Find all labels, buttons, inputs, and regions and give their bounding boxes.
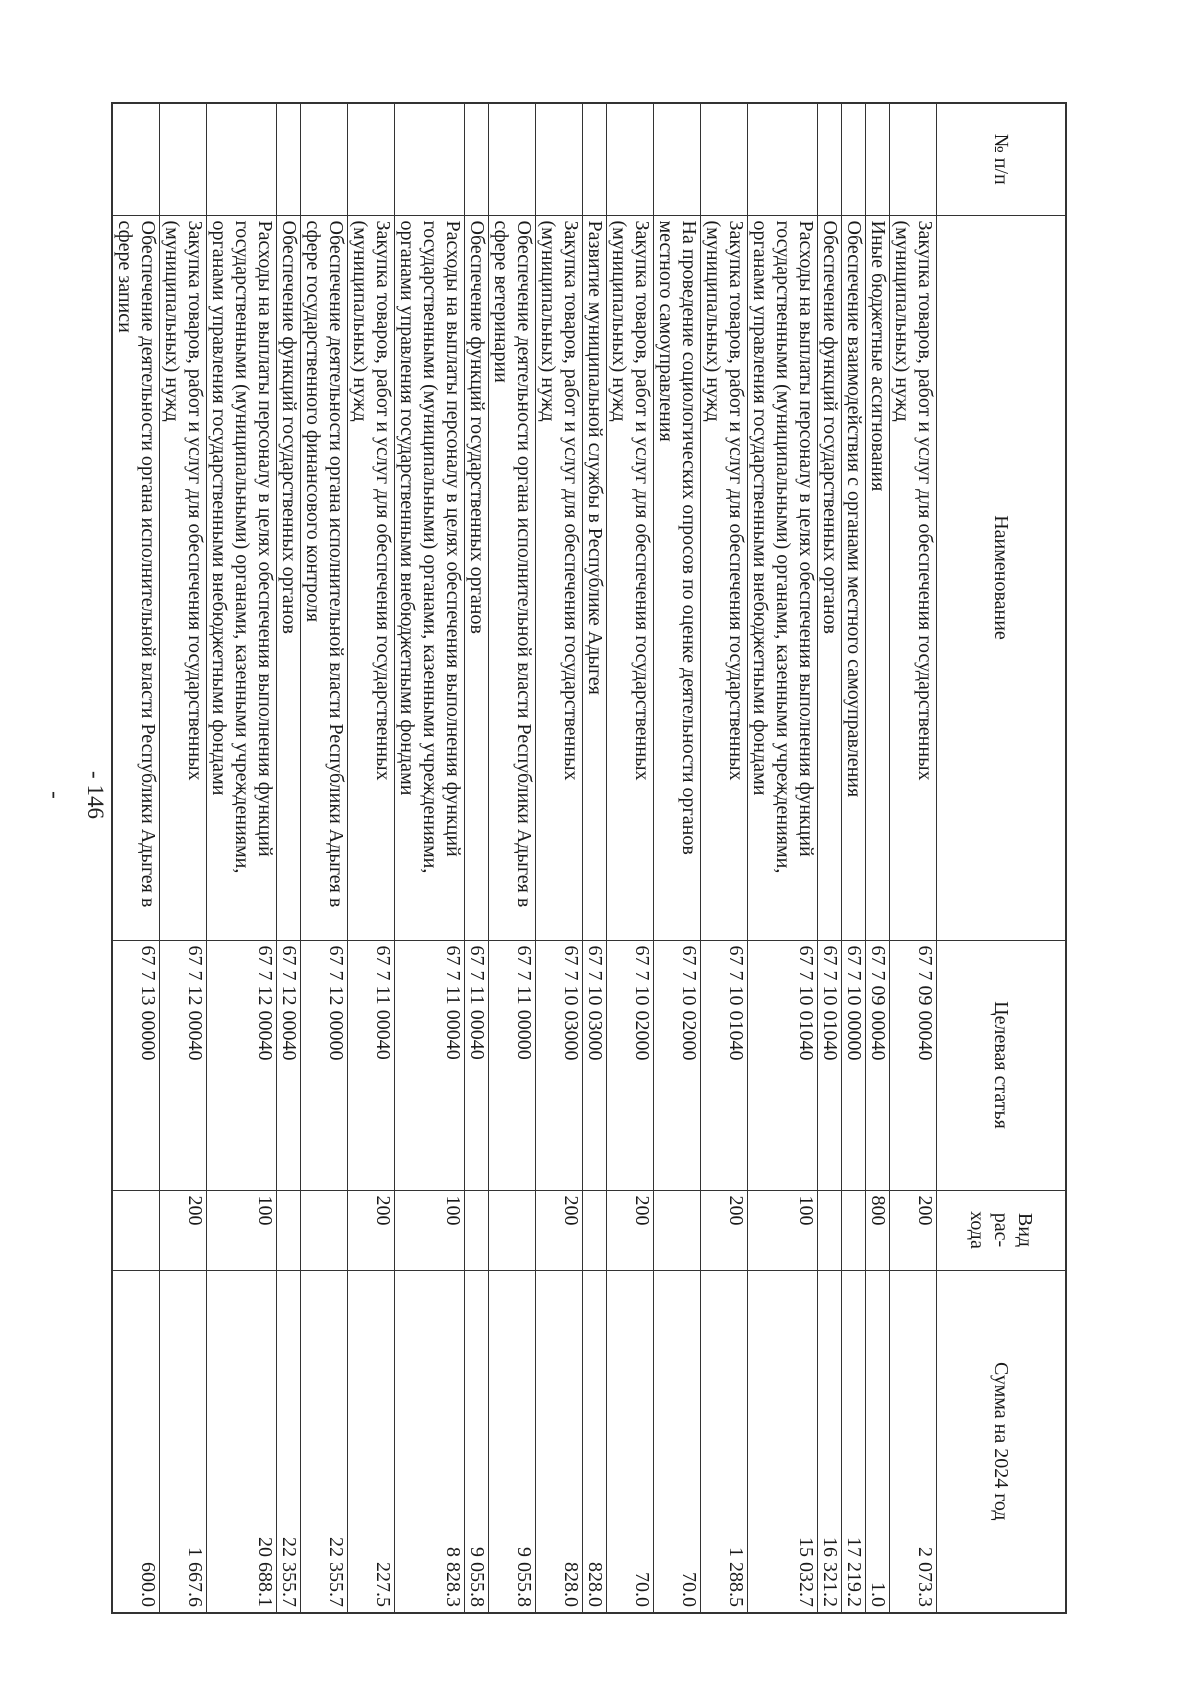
table-row bbox=[890, 103, 937, 1613]
cell-target-article: 67 7 11 00040 bbox=[348, 940, 395, 1190]
cell-sum: 1 288.5 bbox=[701, 1270, 748, 1613]
cell-expense-type: 800 bbox=[866, 1190, 890, 1270]
cell-expense-type bbox=[112, 1190, 160, 1270]
cell-target-article: 67 7 12 00040 bbox=[207, 940, 277, 1190]
table-row bbox=[465, 103, 489, 1613]
table-row bbox=[207, 103, 277, 1613]
table-row bbox=[701, 103, 748, 1613]
cell-num bbox=[654, 103, 701, 215]
cell-target-article: 67 7 10 03000 bbox=[536, 940, 583, 1190]
cell-expense-type bbox=[277, 1190, 301, 1270]
cell-name: Закупка товаров, работ и услуг для обеспечения государственных (муниципальных) нужд bbox=[348, 215, 395, 940]
cell-name: Иные бюджетные ассигнования bbox=[866, 215, 890, 940]
cell-target-article: 67 7 09 00040 bbox=[866, 940, 890, 1190]
cell-num bbox=[701, 103, 748, 215]
cell-num bbox=[112, 103, 160, 215]
cell-num bbox=[842, 103, 866, 215]
cell-target-article: 67 7 13 00000 bbox=[112, 940, 160, 1190]
header-target-article: Целевая статья bbox=[937, 940, 1067, 1190]
cell-num bbox=[489, 103, 536, 215]
cell-name: Закупка товаров, работ и услуг для обеспечения государственных (муниципальных) нужд bbox=[890, 215, 937, 940]
table-row bbox=[607, 103, 654, 1613]
cell-sum: 9 055.8 bbox=[465, 1270, 489, 1613]
header-sum-2024: Сумма на 2024 год bbox=[937, 1270, 1067, 1613]
cell-target-article: 67 7 12 00040 bbox=[160, 940, 207, 1190]
cell-expense-type: 200 bbox=[160, 1190, 207, 1270]
table-row bbox=[489, 103, 536, 1613]
cell-target-article: 67 7 11 00040 bbox=[465, 940, 489, 1190]
cell-expense-type: 200 bbox=[890, 1190, 937, 1270]
table-row bbox=[301, 103, 348, 1613]
cell-target-article: 67 7 09 00040 bbox=[890, 940, 937, 1190]
cell-name: Расходы на выплаты персоналу в целях обеспечения выполнения функций государственными (муниципальными) органами, казенными учреждениями, органами управления государственными внебюджетными фондами bbox=[207, 215, 277, 940]
cell-target-article: 67 7 10 00000 bbox=[842, 940, 866, 1190]
cell-expense-type: 100 bbox=[395, 1190, 465, 1270]
cell-sum: 227.5 bbox=[348, 1270, 395, 1613]
table-body bbox=[112, 103, 937, 1613]
cell-num bbox=[583, 103, 607, 215]
table-row bbox=[112, 103, 160, 1613]
cell-name: Обеспечение деятельности органа исполнительной власти Республики Адыгея в сфере ветеринарии bbox=[489, 215, 536, 940]
cell-sum: 20 688.1 bbox=[207, 1270, 277, 1613]
cell-num bbox=[160, 103, 207, 215]
cell-expense-type bbox=[654, 1190, 701, 1270]
cell-num bbox=[748, 103, 818, 215]
cell-name: Закупка товаров, работ и услуг для обеспечения государственных (муниципальных) нужд bbox=[607, 215, 654, 940]
cell-expense-type bbox=[301, 1190, 348, 1270]
header-name: Наименование bbox=[937, 215, 1067, 940]
cell-sum: 828.0 bbox=[536, 1270, 583, 1613]
cell-sum: 1.0 bbox=[866, 1270, 890, 1613]
cell-expense-type: 100 bbox=[748, 1190, 818, 1270]
cell-name: Расходы на выплаты персоналу в целях обеспечения выполнения функций государственными (муниципальными) органами, казенными учреждениями, органами управления государственными внебюджетными фондами bbox=[395, 215, 465, 940]
table-row bbox=[536, 103, 583, 1613]
cell-name: Обеспечение взаимодействия с органами местного самоуправления bbox=[842, 215, 866, 940]
cell-num bbox=[536, 103, 583, 215]
cell-sum: 8 828.3 bbox=[395, 1270, 465, 1613]
cell-name: На проведение социологических опросов по оценке деятельности органов местного самоуправления bbox=[654, 215, 701, 940]
rotated-table-container bbox=[114, 102, 1067, 1612]
cell-num bbox=[277, 103, 301, 215]
table-row bbox=[583, 103, 607, 1613]
cell-sum: 2 073.3 bbox=[890, 1270, 937, 1613]
cell-num bbox=[465, 103, 489, 215]
table-header-row bbox=[937, 103, 1067, 1613]
cell-sum: 1 667.6 bbox=[160, 1270, 207, 1613]
table-row bbox=[748, 103, 818, 1613]
cell-num bbox=[890, 103, 937, 215]
cell-name: Обеспечение функций государственных органов bbox=[277, 215, 301, 940]
table-row bbox=[818, 103, 842, 1613]
table-row bbox=[654, 103, 701, 1613]
table-row bbox=[277, 103, 301, 1613]
cell-target-article: 67 7 10 03000 bbox=[583, 940, 607, 1190]
cell-num bbox=[866, 103, 890, 215]
table-row bbox=[866, 103, 890, 1613]
cell-name: Обеспечение функций государственных органов bbox=[465, 215, 489, 940]
cell-expense-type: 200 bbox=[536, 1190, 583, 1270]
cell-sum: 22 355.7 bbox=[301, 1270, 348, 1613]
table-row bbox=[160, 103, 207, 1613]
cell-target-article: 67 7 12 00040 bbox=[277, 940, 301, 1190]
cell-target-article: 67 7 10 02000 bbox=[654, 940, 701, 1190]
budget-table bbox=[111, 102, 1067, 1614]
cell-sum: 70.0 bbox=[654, 1270, 701, 1613]
cell-target-article: 67 7 10 01040 bbox=[748, 940, 818, 1190]
page-number: - 146 - bbox=[43, 771, 108, 819]
cell-expense-type bbox=[842, 1190, 866, 1270]
cell-sum: 828.0 bbox=[583, 1270, 607, 1613]
cell-name: Обеспечение деятельности органа исполнительной власти Республики Адыгея в сфере записи bbox=[112, 215, 160, 940]
cell-name: Расходы на выплаты персоналу в целях обеспечения выполнения функций государственными (муниципальными) органами, казенными учреждениями, органами управления государственными внебюджетными фондами bbox=[748, 215, 818, 940]
cell-name: Закупка товаров, работ и услуг для обеспечения государственных (муниципальных) нужд bbox=[160, 215, 207, 940]
cell-name: Развитие муниципальной службы в Республике Адыгея bbox=[583, 215, 607, 940]
cell-expense-type bbox=[489, 1190, 536, 1270]
cell-num bbox=[818, 103, 842, 215]
header-num: № п/п bbox=[937, 103, 1067, 215]
cell-num bbox=[301, 103, 348, 215]
cell-sum: 17 219.2 bbox=[842, 1270, 866, 1613]
cell-name: Закупка товаров, работ и услуг для обеспечения государственных (муниципальных) нужд bbox=[536, 215, 583, 940]
cell-num bbox=[348, 103, 395, 215]
cell-num bbox=[395, 103, 465, 215]
cell-target-article: 67 7 12 00000 bbox=[301, 940, 348, 1190]
table-row bbox=[348, 103, 395, 1613]
cell-target-article: 67 7 11 00040 bbox=[395, 940, 465, 1190]
cell-sum: 22 355.7 bbox=[277, 1270, 301, 1613]
cell-expense-type: 200 bbox=[348, 1190, 395, 1270]
cell-target-article: 67 7 10 01040 bbox=[818, 940, 842, 1190]
cell-num bbox=[207, 103, 277, 215]
cell-sum: 15 032.7 bbox=[748, 1270, 818, 1613]
cell-sum: 16 321.2 bbox=[818, 1270, 842, 1613]
cell-name: Обеспечение деятельности органа исполнительной власти Республики Адыгея в сфере государственного финансового контроля bbox=[301, 215, 348, 940]
cell-target-article: 67 7 11 00000 bbox=[489, 940, 536, 1190]
cell-sum: 9 055.8 bbox=[489, 1270, 536, 1613]
cell-sum: 600.0 bbox=[112, 1270, 160, 1613]
header-expense-type: Вид рас-хода bbox=[937, 1190, 1067, 1270]
cell-name: Закупка товаров, работ и услуг для обеспечения государственных (муниципальных) нужд bbox=[701, 215, 748, 940]
table-row bbox=[842, 103, 866, 1613]
cell-expense-type: 200 bbox=[607, 1190, 654, 1270]
cell-target-article: 67 7 10 02000 bbox=[607, 940, 654, 1190]
cell-name: Обеспечение функций государственных органов bbox=[818, 215, 842, 940]
cell-num bbox=[607, 103, 654, 215]
table-row bbox=[395, 103, 465, 1613]
cell-target-article: 67 7 10 01040 bbox=[701, 940, 748, 1190]
cell-expense-type: 100 bbox=[207, 1190, 277, 1270]
cell-expense-type: 200 bbox=[701, 1190, 748, 1270]
cell-sum: 70.0 bbox=[607, 1270, 654, 1613]
cell-expense-type bbox=[583, 1190, 607, 1270]
cell-expense-type bbox=[465, 1190, 489, 1270]
cell-expense-type bbox=[818, 1190, 842, 1270]
